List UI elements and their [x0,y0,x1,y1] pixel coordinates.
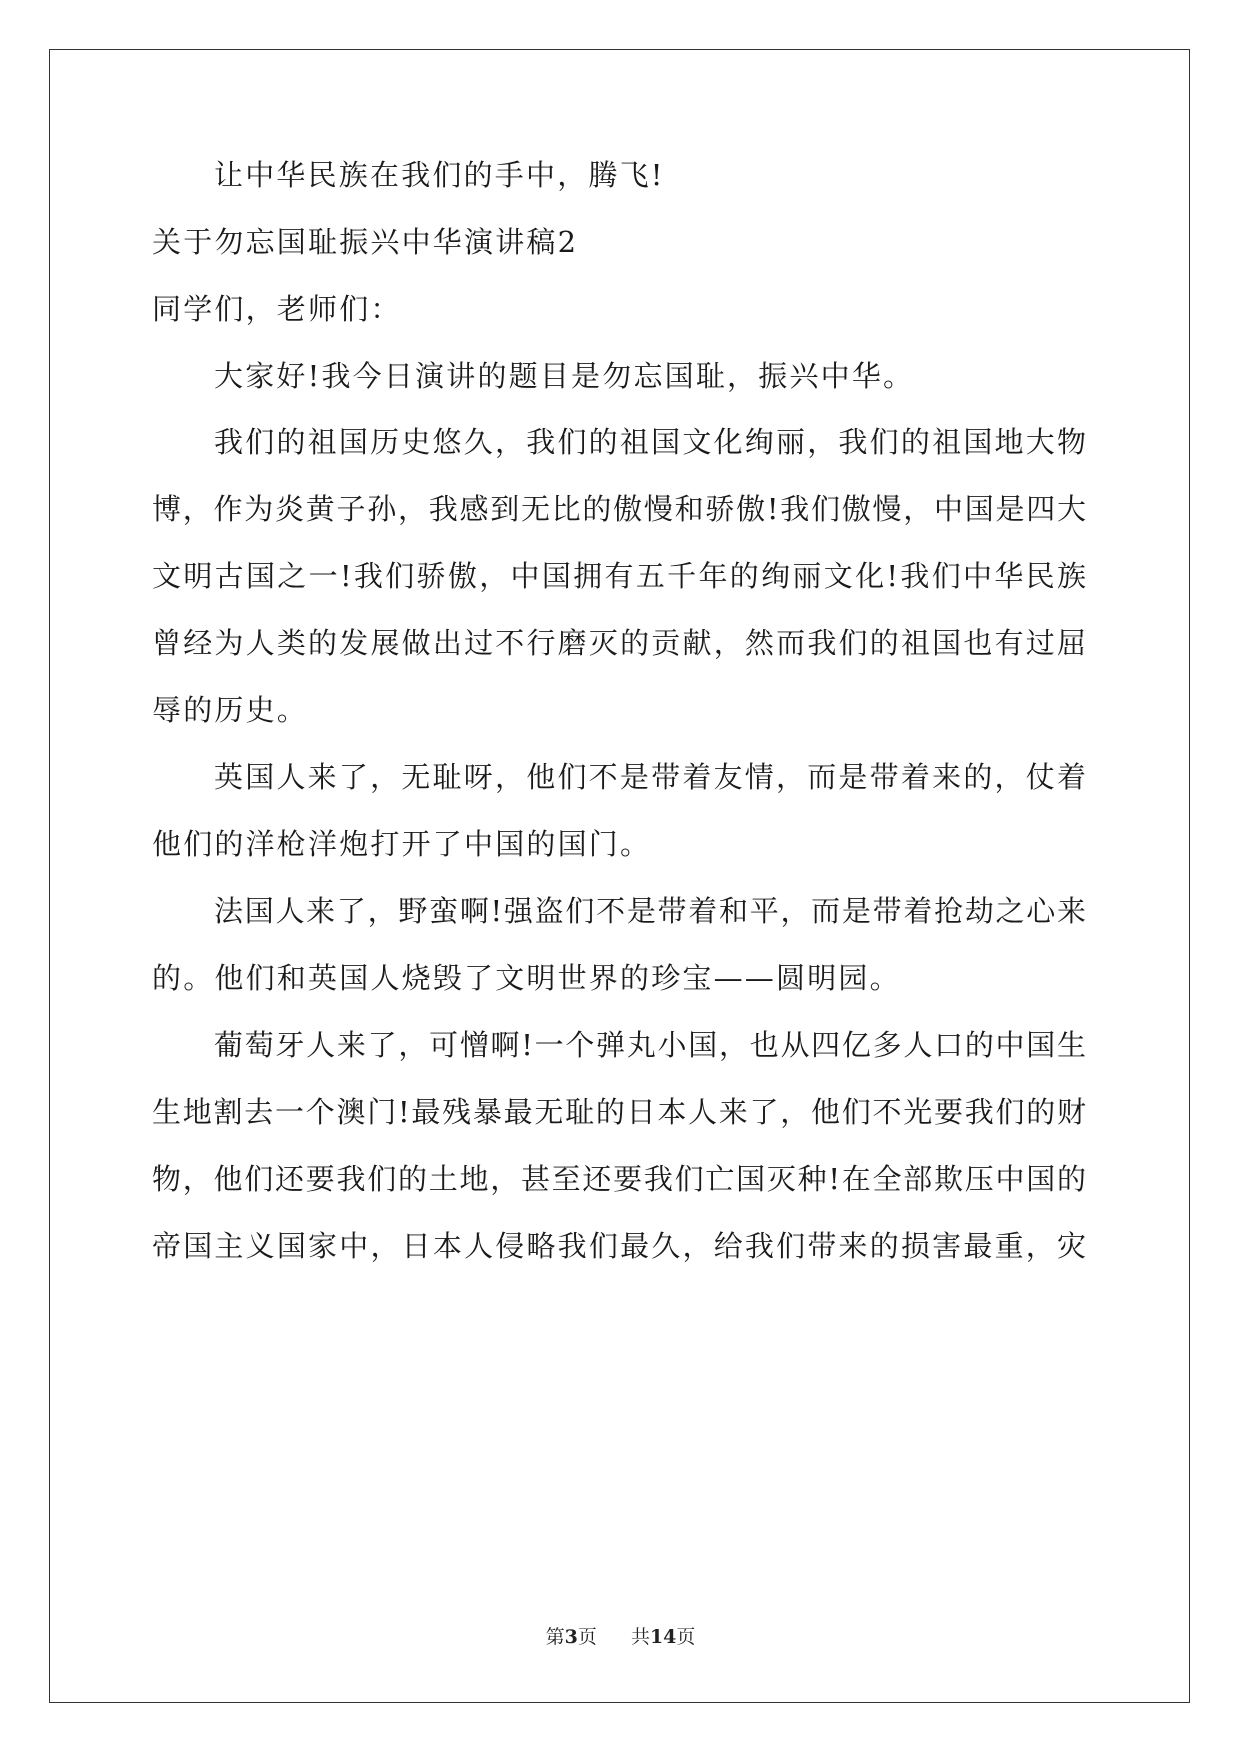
paragraph-line: 文明古国之一!我们骄傲，中国拥有五千年的绚丽文化!我们中华民族 [152,559,1086,593]
paragraph-line: 葡萄牙人来了，可憎啊!一个弹丸小国，也从四亿多人口的中国生 [214,1028,1086,1062]
paragraph-line: 博，作为炎黄子孙，我感到无比的傲慢和骄傲!我们傲慢，中国是四大 [152,492,1086,526]
paragraph-line: 大家好!我今日演讲的题目是勿忘国耻，振兴中华。 [214,359,915,393]
salutation: 同学们，老师们： [152,292,402,326]
paragraph-line: 英国人来了，无耻呀，他们不是带着友情，而是带着来的，仗着 [214,760,1086,794]
paragraph-line: 他们的洋枪洋炮打开了中国的国门。 [152,827,652,861]
paragraph-line: 物，他们还要我们的土地，甚至还要我们亡国灭种!在全部欺压中国的 [152,1162,1086,1196]
paragraph-line: 让中华民族在我们的手中，腾飞! [214,158,665,192]
paragraph-line: 法国人来了，野蛮啊!强盗们不是带着和平，而是带着抢劫之心来 [214,894,1086,928]
section-heading: 关于勿忘国耻振兴中华演讲稿2 [152,225,579,259]
page-number: 第3页 [545,1626,597,1648]
paragraph-line: 辱的历史。 [152,693,309,727]
paragraph-line: 我们的祖国历史悠久，我们的祖国文化绚丽，我们的祖国地大物 [214,425,1086,459]
paragraph-line: 的。他们和英国人烧毁了文明世界的珍宝——圆明园。 [152,961,901,995]
paragraph-line: 帝国主义国家中，日本人侵略我们最久，给我们带来的损害最重，灾 [152,1229,1086,1263]
page-footer [0,1625,1241,1649]
paragraph-line: 曾经为人类的发展做出过不行磨灭的贡献，然而我们的祖国也有过屈 [152,626,1086,660]
paragraph-line: 生地割去一个澳门!最残暴最无耻的日本人来了，他们不光要我们的财 [152,1095,1086,1129]
total-pages: 共14页 [630,1626,696,1648]
